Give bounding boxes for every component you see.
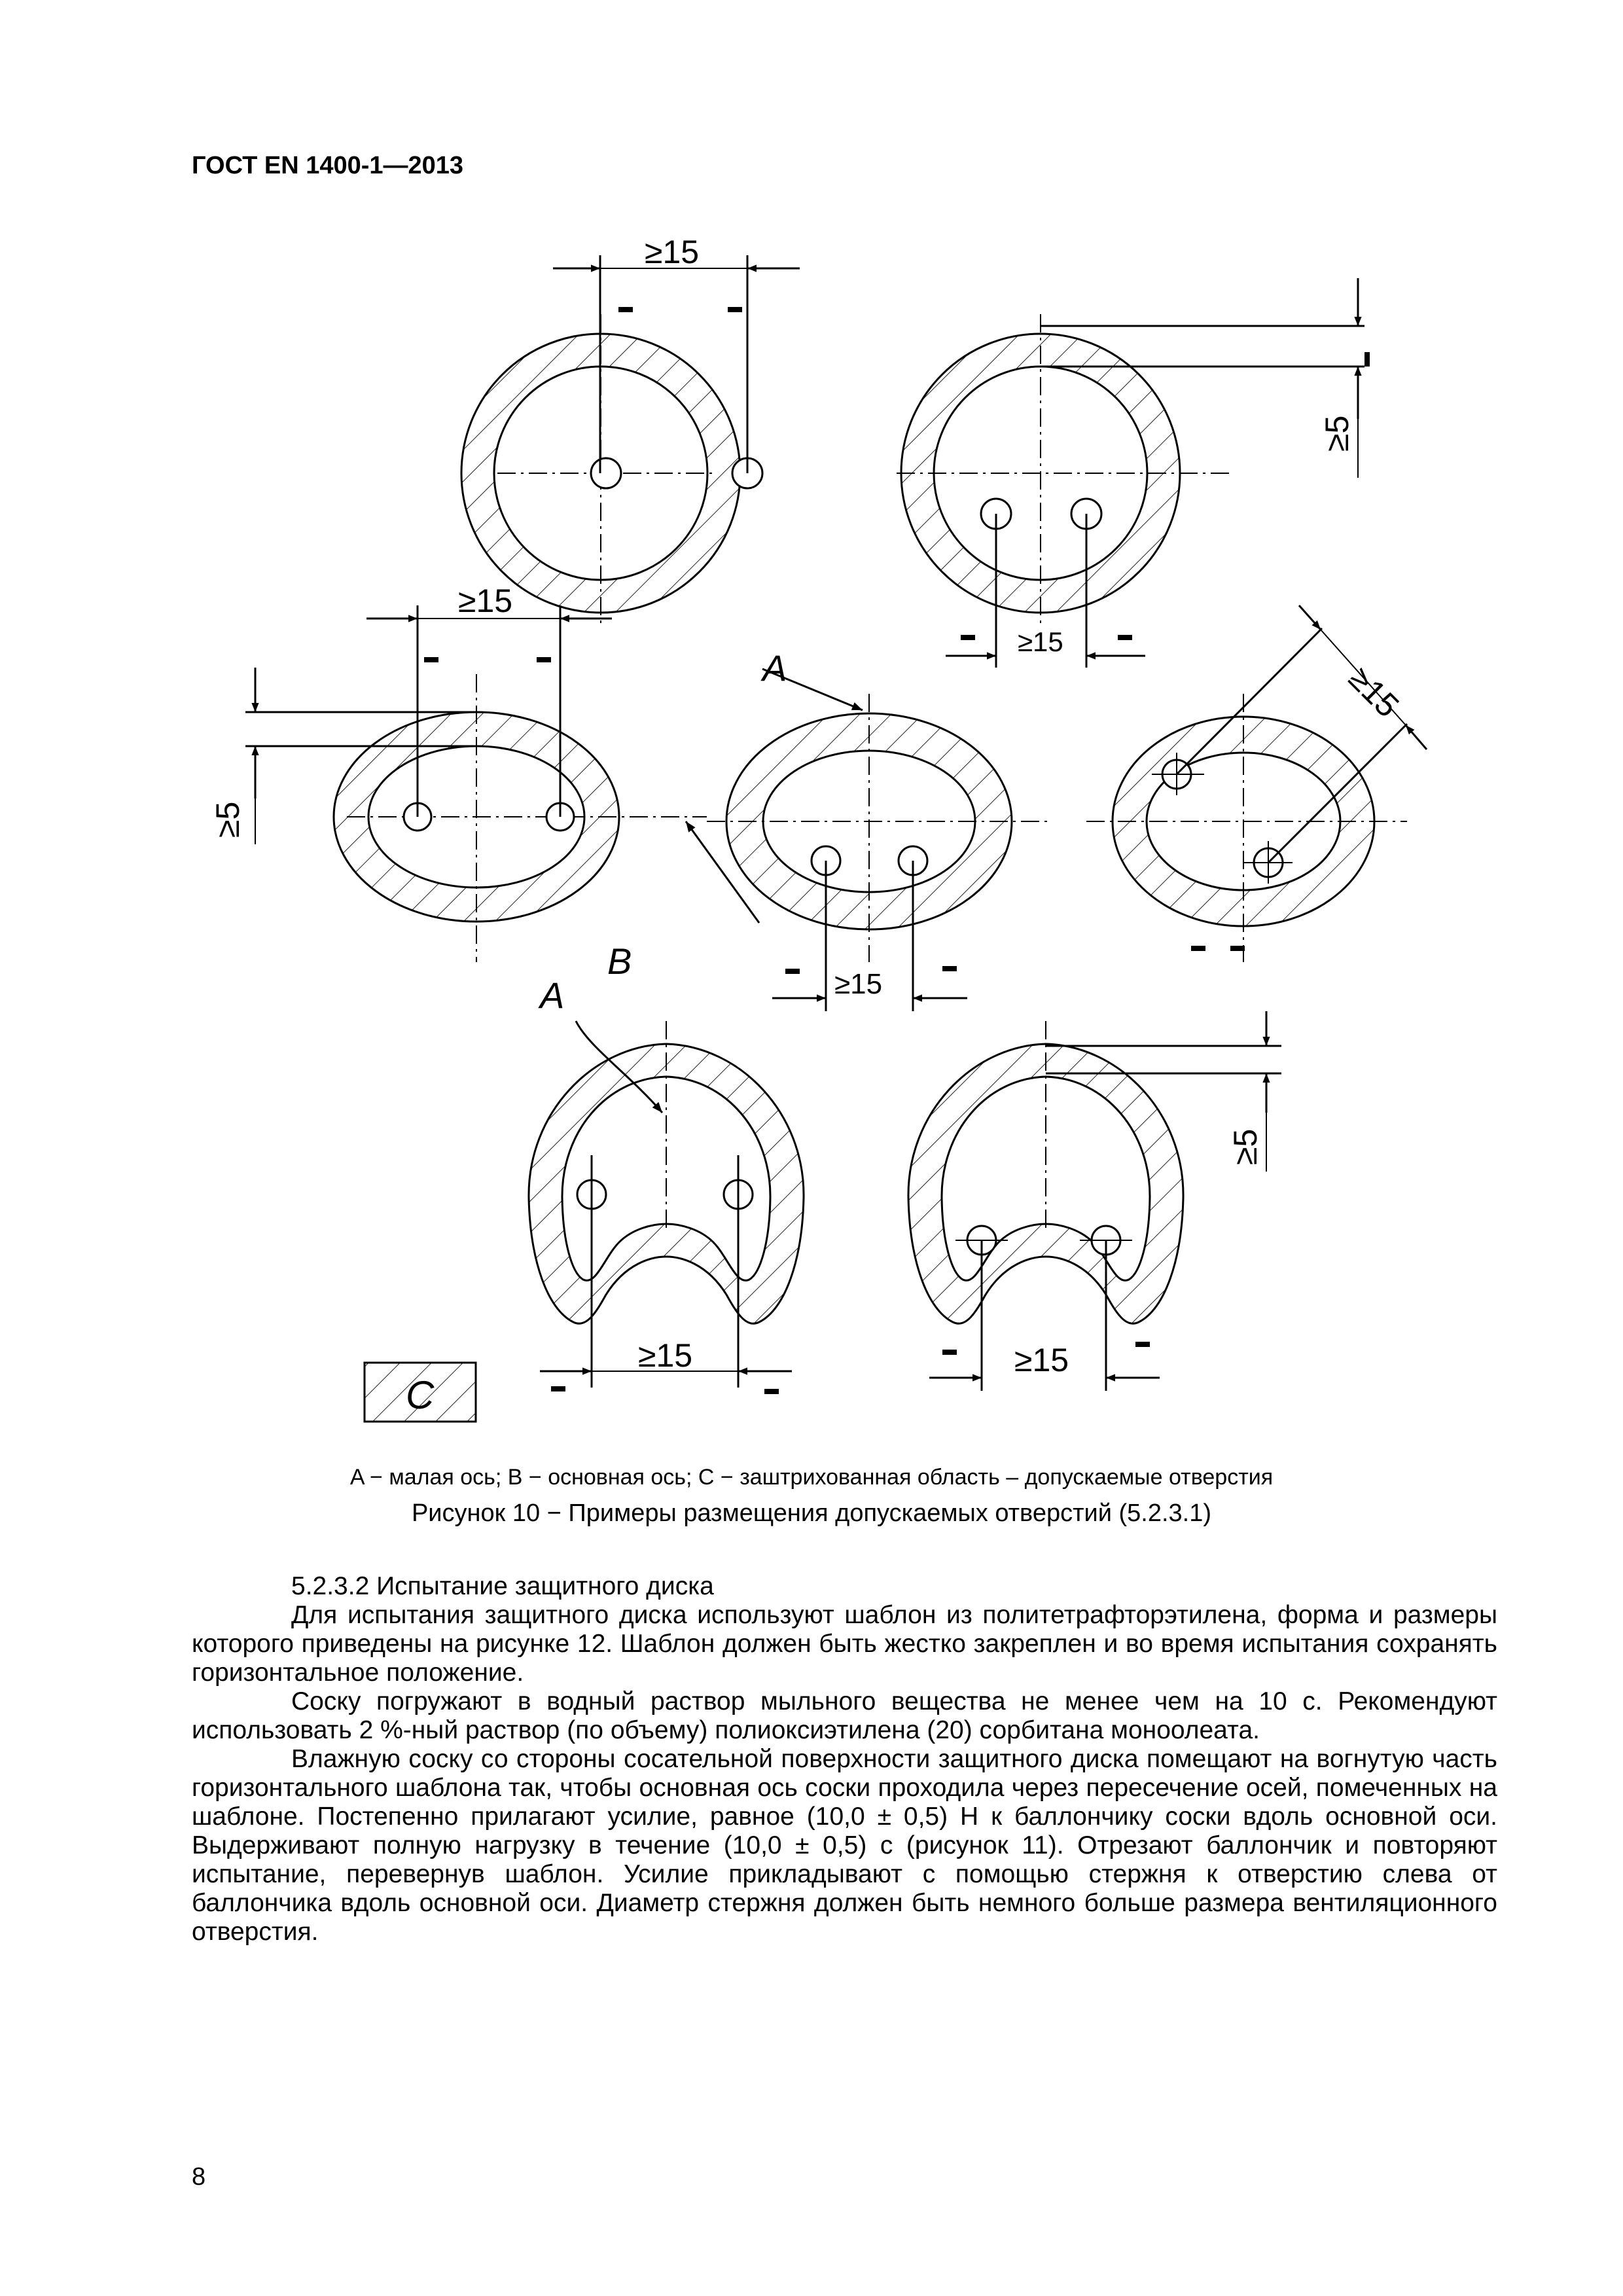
paragraph: Для испытания защитного диска используют шаблон из политетрафторэтилена, форма и размеры которого приведены на рисунке 12. Шаблон должен быть жестко закреплен и во время испытания сохранять горизонтальное положение. — [192, 1601, 1497, 1687]
dimension-label: ≥15 — [1014, 1342, 1069, 1378]
shape-ellipse-2 — [686, 669, 1047, 1011]
dimension-label: ≥15 — [834, 968, 883, 1000]
shape-circle-2 — [897, 278, 1370, 668]
dimension-label: ≥5 — [209, 801, 246, 838]
figure-caption: Рисунок 10 − Примеры размещения допускаемых отверстий (5.2.3.1) — [411, 1499, 1212, 1527]
document-header: ГОСТ EN 1400-1—2013 — [192, 152, 464, 179]
shape-ellipse-1 — [245, 605, 707, 962]
shape-kidney-2 — [908, 1011, 1281, 1391]
axis-label-a: A — [540, 975, 565, 1016]
dimension-label: ≥15 — [1342, 660, 1406, 725]
axis-label-a: A — [762, 647, 787, 689]
section-5-2-3-2 — [192, 1572, 1497, 1946]
dimension-label: ≥5 — [1227, 1128, 1264, 1165]
hatched-area-label-c: C — [406, 1373, 435, 1417]
axis-label-b: B — [607, 941, 632, 982]
shape-ellipse-3 — [1086, 605, 1427, 962]
dimension-label: ≥15 — [645, 234, 700, 270]
paragraph: Влажную соску со стороны сосательной поверхности защитного диска помещают на вогнутую часть горизонтального шаблона так, чтобы основная ось соски проходила через пересечение осей, помеченных на шаблоне. Постепенно прилагают усилие, равное (10,0 ± 0,5) Н к баллончику соски вдоль основной оси. Выдерживают полную нагрузку в течение (10,0 ± 0,5) с (рисунок 11). Отрезают баллончик и повторяют испытание, перевернув шаблон. Усилие прикладывают с помощью стержня к отверстию слева от баллончика вдоль основной оси. Диаметр стержня должен быть немного больше размера вентиляционного отверстия. — [192, 1745, 1497, 1946]
paragraph: Соску погружают в водный раствор мыльного вещества не менее чем на 10 с. Рекомендуют использовать 2 %-ный раствор (по объему) полиоксиэтилена (20) сорбитана моноолеата. — [192, 1687, 1497, 1744]
dimension-label: ≥15 — [1018, 626, 1063, 657]
dimension-label: ≥15 — [458, 583, 513, 619]
figure-legend: A − малая ось; B − основная ось; C − заштрихованная область – допускаемые отверстия — [349, 1465, 1274, 1490]
shape-circle-1 — [461, 255, 800, 628]
section-heading: 5.2.3.2 Испытание защитного диска — [291, 1572, 714, 1600]
dimension-label: ≥5 — [1319, 415, 1355, 452]
dimension-label: ≥15 — [638, 1337, 693, 1374]
page-number: 8 — [192, 2163, 206, 2191]
